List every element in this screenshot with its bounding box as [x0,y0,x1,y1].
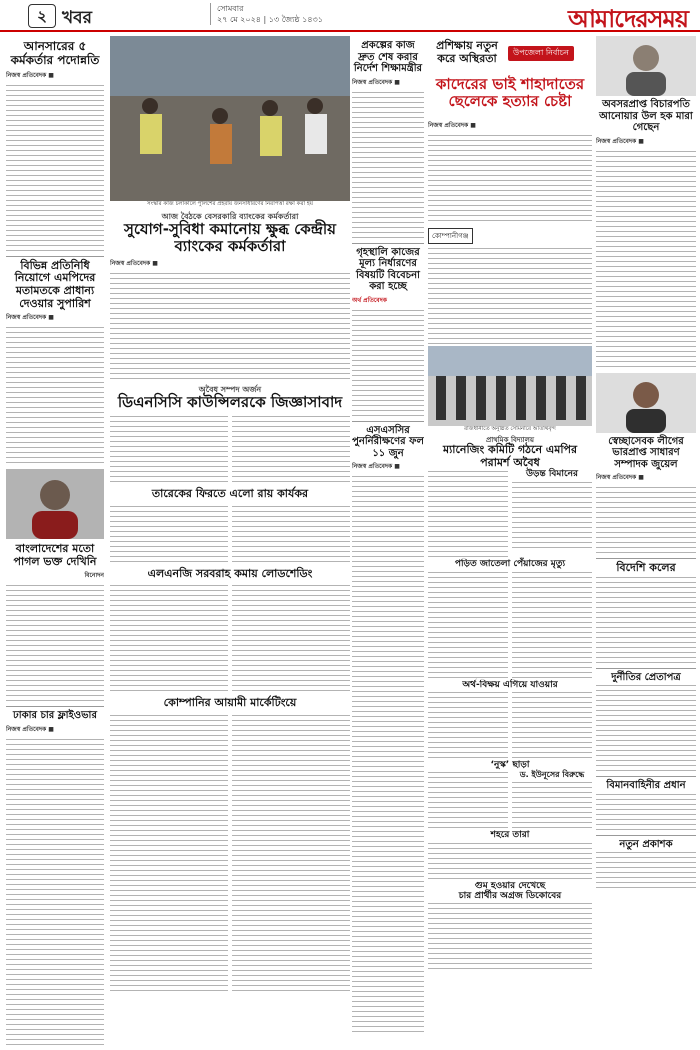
photo-caption: রাজধানীতে অনুষ্ঠিত সেমিনারে অতিথিবৃন্দ [464,426,556,432]
photo-caption: সংস্কার কাজ চলাকালে পুলিশের প্রহরায় জনসাধারণের নিরাপত্তা রক্ষা করা হয় [147,201,313,207]
left-column [6,36,104,1046]
headline-airforce: বিমানবাহিনীর প্রধান [606,780,686,792]
byline: নিজস্ব প্রতিবেদক ■ [110,259,158,267]
article-body [352,474,424,1034]
article-body [352,308,424,418]
headline-project: প্রকল্পের কাজ দ্রুত শেষ করার নির্দেশ শিক্ষামন্ত্রীর [353,40,423,74]
article-body [6,325,104,465]
article-body [6,83,104,253]
section-title: খবর [62,8,92,28]
brand-logo: আমাদেরসময় [567,4,688,33]
portrait-icon [6,469,104,539]
right-column [428,36,592,1046]
main-photo [110,36,350,201]
article-body [352,90,424,240]
kicker: প্রাথমিক বিদ্যালয় [486,436,534,444]
kicker: আজ বৈঠকে বেসরকারি ব্যাংকের কর্মকর্তারা [161,212,299,221]
headline-nusk: ‘নুস্ক’ ছাড়া [490,760,530,771]
headline-judge: অবসরপ্রাপ্ত বিচারপতি আনোয়ার উল হক মারা গেছেন [599,99,693,133]
byline: নিজস্ব প্রতিবেদক ■ [428,122,476,129]
byline: নিজস্ব প্রতিবেদক ■ [6,725,54,733]
article-body [6,583,104,703]
portrait-judge [596,36,696,96]
seminar-photo-icon [428,346,592,426]
article-body [6,737,104,1046]
article-body [110,271,350,381]
section-tag: অর্থ প্রতিবেদক [352,296,387,304]
seminar-photo [428,346,592,426]
headline-shahadat: কাদেরের ভাই শাহাদাতের ছেলেকে হত্যার চেষ্টা [435,75,585,111]
portrait-photo [6,469,104,539]
headline-bangladesh-bank: সুযোগ-সুবিধা কমানোয় ক্ষুব্ধ কেন্দ্রীয় ব্যাংকের কর্মকর্তারা [123,220,337,256]
headline-finance: অর্থ-বিক্ষয় এগিয়ে যাওয়ার [462,679,558,690]
kicker: অবৈধ সম্পদ অর্জন [198,384,262,394]
headline-ssc: এসএসসির পুনর্নিরীক্ষণের ফল ১১ জুন [352,424,424,459]
headline-missing: গুম হওয়ার দেখেছে [474,880,546,891]
byline: নিজস্ব প্রতিবেদক ■ [352,78,400,86]
place-tag: কোম্পানীগঞ্জ [428,228,473,244]
headline-jewel: স্বেচ্ছাসেবক লীগের ভারপ্রাপ্ত সাধারণ সম্পাদক জুয়েল [608,435,684,470]
mid-column [352,36,424,1046]
headline-flyover: ঢাকার চার ফ্লাইওভার [13,710,97,722]
headline-plane: উড়ন্ত বিমানের [526,469,578,480]
day-label: সোমবার [217,4,244,13]
election-badge [508,40,574,61]
headline-mp-opinion: বিভিন্ন প্রতিনিধি নিয়োগে এমপিদের মতামতকে প্রাধান্য দেওয়ার সুপারিশ [14,258,96,310]
headline-yunus: ড. ইউনূসের বিরুদ্ধে [519,770,585,780]
headline-foreign-call: বিদেশি কলের [616,561,676,574]
headline-company: কোম্পানির আয়ামী মার্কেটিংয়ে [163,696,297,710]
byline: নিজস্ব প্রতিবেদক ■ [6,314,54,322]
byline: নিজস্ব প্রতিবেদক ■ [596,474,644,481]
headline-unrest: প্রশিক্ষায় নতুন করে অস্থিরতা [436,39,498,65]
date-block [210,3,323,25]
headline-lng: এলএনজি সরবরাহ কমায় লোডশেডিং [147,566,313,580]
credit: বিনোদন [84,572,104,580]
headline-publisher: নতুন প্রকাশক [619,838,673,850]
page-header [0,0,700,32]
portrait-icon [596,373,696,433]
page-number: ২ [28,4,56,28]
headline-household: গৃহস্থালি কাজের মূল্য নির্ধারণের বিষয়টি বিবেচনা করা হচ্ছে [356,246,420,292]
date-label: ২৭ মে ২০২৪ | ১৩ জ্যৈষ্ঠ ১৪৩১ [217,15,323,24]
headline-ansar: আনসারের ৫ কর্মকর্তার পদোন্নতি [10,39,100,67]
headline-dncc: ডিএনসিসি কাউন্সিলরকে জিজ্ঞাসাবাদ [117,392,343,411]
headline-fans: বাংলাদেশের মতো পাগল ভক্ত দেখিনি [13,542,97,568]
headline-city: শহরে তারা [490,830,530,841]
headline-tareq: তারেকের ফিরতে এলো রায় কার্যকর [151,487,309,501]
headline-corruption: দুর্নীতির প্রেতাপত্র [611,671,681,683]
portrait-icon [596,36,696,96]
headline-onion: পড়িত জাতেলা পেঁয়াজের মৃত্যু [454,559,566,570]
center-column [110,36,350,1046]
headline-candidates: চার প্রার্থীর অগ্রজ ডিকোবের [458,891,562,902]
election-badge-label: উপজেলা নির্বাচন [508,46,574,61]
byline: নিজস্ব প্রতিবেদক ■ [352,463,400,470]
headline-committee: ম্যানেজিং কমিটি গঠনে এমপির পরামর্শ অবৈধ [443,443,577,469]
crowd-photo-icon [110,36,350,201]
byline: নিজস্ব প্রতিবেদক ■ [6,71,54,79]
far-right-column [596,36,696,1046]
portrait-jewel [596,373,696,433]
byline: নিজস্ব প্রতিবেদক ■ [596,137,644,145]
